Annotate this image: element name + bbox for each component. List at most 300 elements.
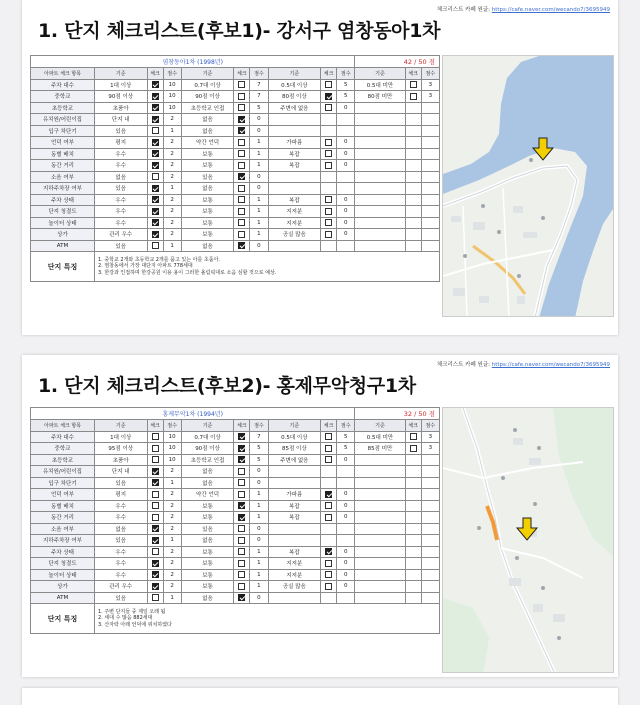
criterion xyxy=(268,183,321,195)
checklist-page-2 xyxy=(22,355,618,677)
points xyxy=(421,558,439,570)
points: 3 xyxy=(421,431,439,443)
criterion: 90점 이상 xyxy=(94,91,147,103)
cafe-note-prefix: 체크리스트 카페 원글: xyxy=(436,362,490,368)
points: 0 xyxy=(337,160,355,172)
feature-notes xyxy=(94,252,439,282)
criterion xyxy=(355,523,405,535)
criterion xyxy=(355,194,405,206)
points: 10 xyxy=(163,431,181,443)
checkbox-empty-icon[interactable] xyxy=(410,445,417,452)
points xyxy=(421,217,439,229)
points xyxy=(421,512,439,524)
checkbox-checked-icon[interactable] xyxy=(152,196,159,203)
checkbox-checked-icon[interactable] xyxy=(152,479,159,486)
points: 0 xyxy=(337,217,355,229)
points: 2 xyxy=(163,569,181,581)
check-item: 단지 청결도 xyxy=(31,558,95,570)
criterion: 우수 xyxy=(94,217,147,229)
points: 5 xyxy=(337,431,355,443)
criterion: 복잡 xyxy=(268,512,321,524)
column-header: 점수 xyxy=(337,420,355,432)
checkbox-empty-icon[interactable] xyxy=(152,456,159,463)
check-cell xyxy=(405,489,421,501)
criterion: 0.5대 미만 xyxy=(355,79,405,91)
checkbox-checked-icon[interactable] xyxy=(152,525,159,532)
points xyxy=(337,477,355,489)
points xyxy=(421,102,439,114)
column-header: 기준 xyxy=(355,68,405,80)
points: 2 xyxy=(163,217,181,229)
column-header: 아파트 체크 항목 xyxy=(31,68,95,80)
cafe-note-link[interactable]: https://cafe.naver.com/wecando7/3695949 xyxy=(491,7,610,13)
points xyxy=(337,171,355,183)
checkbox-empty-icon[interactable] xyxy=(325,231,332,238)
points xyxy=(421,171,439,183)
checkbox-empty-icon[interactable] xyxy=(325,162,332,169)
column-header: 체크 xyxy=(321,420,337,432)
checkbox-empty-icon[interactable] xyxy=(152,242,159,249)
criterion: 관리 우수 xyxy=(94,581,147,593)
checkbox-checked-icon[interactable] xyxy=(238,514,245,521)
checkbox-empty-icon[interactable] xyxy=(325,514,332,521)
checkbox-checked-icon[interactable] xyxy=(238,456,245,463)
checkbox-empty-icon[interactable] xyxy=(238,231,245,238)
checkbox-empty-icon[interactable] xyxy=(238,537,245,544)
table-row xyxy=(31,217,440,229)
checkbox-empty-icon[interactable] xyxy=(152,548,159,555)
check-item: 동별 배치 xyxy=(31,148,95,160)
check-cell xyxy=(234,512,250,524)
points: 1 xyxy=(250,500,268,512)
table-row xyxy=(31,206,440,218)
check-cell xyxy=(234,546,250,558)
location-map[interactable] xyxy=(442,55,614,317)
checkbox-checked-icon[interactable] xyxy=(152,219,159,226)
criterion: 0.5대 미만 xyxy=(355,431,405,443)
criterion: 없음 xyxy=(181,240,234,252)
check-cell xyxy=(405,569,421,581)
checkbox-empty-icon[interactable] xyxy=(238,185,245,192)
points: 2 xyxy=(163,148,181,160)
check-cell xyxy=(234,477,250,489)
checkbox-checked-icon[interactable] xyxy=(325,548,332,555)
criterion: 초등학교 인접 xyxy=(181,454,234,466)
checkbox-checked-icon[interactable] xyxy=(325,93,332,100)
checkbox-checked-icon[interactable] xyxy=(152,139,159,146)
check-cell xyxy=(321,217,337,229)
criterion: 단지 내 xyxy=(94,466,147,478)
check-cell xyxy=(234,148,250,160)
points: 3 xyxy=(421,79,439,91)
checkbox-checked-icon[interactable] xyxy=(238,242,245,249)
points: 5 xyxy=(250,454,268,466)
points: 2 xyxy=(163,194,181,206)
check-cell xyxy=(321,171,337,183)
check-cell xyxy=(147,171,163,183)
cafe-note-prefix: 체크리스트 카페 원글: xyxy=(436,7,490,13)
checkbox-empty-icon[interactable] xyxy=(410,81,417,88)
criterion: 85점 미만 xyxy=(355,443,405,455)
check-item: 동간 거리 xyxy=(31,512,95,524)
criterion: 0.5대 이상 xyxy=(268,431,321,443)
feature-notes xyxy=(94,604,439,634)
checkbox-empty-icon[interactable] xyxy=(152,514,159,521)
check-cell xyxy=(147,137,163,149)
points: 1 xyxy=(250,229,268,241)
checkbox-empty-icon[interactable] xyxy=(238,548,245,555)
checkbox-empty-icon[interactable] xyxy=(325,560,332,567)
criterion: 단지 내 xyxy=(94,114,147,126)
checkbox-checked-icon[interactable] xyxy=(152,150,159,157)
check-cell xyxy=(234,558,250,570)
checkbox-empty-icon[interactable] xyxy=(238,491,245,498)
check-cell xyxy=(405,148,421,160)
check-cell xyxy=(321,229,337,241)
points: 2 xyxy=(163,523,181,535)
check-item: 초등학교 xyxy=(31,102,95,114)
points: 10 xyxy=(163,454,181,466)
check-cell xyxy=(405,431,421,443)
criterion xyxy=(268,477,321,489)
column-header: 체크 xyxy=(234,420,250,432)
criterion: 보통 xyxy=(181,581,234,593)
check-cell xyxy=(147,102,163,114)
criterion: 80점 이상 xyxy=(268,91,321,103)
checkbox-empty-icon[interactable] xyxy=(410,93,417,100)
criterion: 없음 xyxy=(181,535,234,547)
points xyxy=(421,535,439,547)
check-cell xyxy=(147,148,163,160)
checkbox-empty-icon[interactable] xyxy=(238,93,245,100)
checkbox-empty-icon[interactable] xyxy=(238,219,245,226)
checkbox-checked-icon[interactable] xyxy=(152,560,159,567)
checkbox-empty-icon[interactable] xyxy=(238,81,245,88)
table-row xyxy=(31,592,440,604)
checkbox-empty-icon[interactable] xyxy=(325,104,332,111)
points xyxy=(421,523,439,535)
check-cell xyxy=(234,229,250,241)
points: 2 xyxy=(163,500,181,512)
criterion xyxy=(355,148,405,160)
criterion: 1대 이상 xyxy=(94,431,147,443)
criterion xyxy=(355,477,405,489)
cafe-source-note xyxy=(437,360,610,368)
checkbox-empty-icon[interactable] xyxy=(152,127,159,134)
checkbox-empty-icon[interactable] xyxy=(238,208,245,215)
points xyxy=(421,114,439,126)
checkbox-checked-icon[interactable] xyxy=(325,491,332,498)
check-item: 동간 거리 xyxy=(31,160,95,172)
criterion: 우수 xyxy=(94,569,147,581)
criterion xyxy=(355,569,405,581)
points: 2 xyxy=(163,171,181,183)
check-cell xyxy=(234,171,250,183)
column-header: 기준 xyxy=(355,420,405,432)
criterion: 90점 이상 xyxy=(181,443,234,455)
criterion: 우수 xyxy=(94,546,147,558)
check-cell xyxy=(405,194,421,206)
criterion: 없음 xyxy=(181,183,234,195)
check-item: 놀이터 상태 xyxy=(31,569,95,581)
criterion: 보통 xyxy=(181,558,234,570)
table-row xyxy=(31,535,440,547)
check-item: 지하주차장 여부 xyxy=(31,535,95,547)
checkbox-checked-icon[interactable] xyxy=(152,162,159,169)
checkbox-checked-icon[interactable] xyxy=(238,445,245,452)
check-cell xyxy=(234,454,250,466)
checkbox-empty-icon[interactable] xyxy=(325,502,332,509)
feature-label: 단지 특징 xyxy=(31,252,95,282)
points: 1 xyxy=(163,125,181,137)
check-cell xyxy=(234,91,250,103)
points xyxy=(337,535,355,547)
criterion: 있음 xyxy=(94,183,147,195)
points: 5 xyxy=(250,102,268,114)
points: 2 xyxy=(163,160,181,172)
check-cell xyxy=(405,114,421,126)
check-cell xyxy=(321,240,337,252)
checkbox-empty-icon[interactable] xyxy=(152,502,159,509)
check-cell xyxy=(405,500,421,512)
checkbox-empty-icon[interactable] xyxy=(325,139,332,146)
check-cell xyxy=(234,592,250,604)
checkbox-empty-icon[interactable] xyxy=(152,445,159,452)
check-cell xyxy=(147,500,163,512)
points: 2 xyxy=(163,512,181,524)
checkbox-checked-icon[interactable] xyxy=(238,433,245,440)
checkbox-empty-icon[interactable] xyxy=(238,468,245,475)
criterion: 지저분 xyxy=(268,569,321,581)
points xyxy=(421,229,439,241)
check-item: ATM xyxy=(31,592,95,604)
checkbox-checked-icon[interactable] xyxy=(238,127,245,134)
feature-line: 3. 산자락 아래 언덕에 위치하였다 xyxy=(97,621,172,628)
checkbox-checked-icon[interactable] xyxy=(152,208,159,215)
points: 0 xyxy=(250,466,268,478)
check-cell xyxy=(234,523,250,535)
check-cell xyxy=(234,581,250,593)
check-item: 유치원/어린이집 xyxy=(31,466,95,478)
table-row xyxy=(31,454,440,466)
checkbox-empty-icon[interactable] xyxy=(325,456,332,463)
checkbox-empty-icon[interactable] xyxy=(238,104,245,111)
checkbox-empty-icon[interactable] xyxy=(325,208,332,215)
criterion: 있음 xyxy=(94,592,147,604)
points: 2 xyxy=(163,229,181,241)
checkbox-checked-icon[interactable] xyxy=(152,468,159,475)
checkbox-empty-icon[interactable] xyxy=(325,445,332,452)
checkbox-checked-icon[interactable] xyxy=(152,537,159,544)
checkbox-checked-icon[interactable] xyxy=(152,185,159,192)
checkbox-checked-icon[interactable] xyxy=(238,116,245,123)
checkbox-empty-icon[interactable] xyxy=(325,583,332,590)
checkbox-empty-icon[interactable] xyxy=(238,139,245,146)
criterion xyxy=(268,125,321,137)
criterion xyxy=(268,523,321,535)
table-header-row xyxy=(31,420,440,432)
checkbox-checked-icon[interactable] xyxy=(152,571,159,578)
check-cell xyxy=(321,569,337,581)
table-row xyxy=(31,240,440,252)
checkbox-empty-icon[interactable] xyxy=(325,571,332,578)
criterion: 주변에 없음 xyxy=(268,102,321,114)
location-map[interactable] xyxy=(442,407,614,673)
check-cell xyxy=(147,512,163,524)
points xyxy=(421,125,439,137)
points: 2 xyxy=(163,466,181,478)
check-cell xyxy=(321,194,337,206)
points: 0 xyxy=(337,229,355,241)
criterion: 관리 우수 xyxy=(94,229,147,241)
criterion xyxy=(268,592,321,604)
checkbox-empty-icon[interactable] xyxy=(238,479,245,486)
check-cell xyxy=(234,183,250,195)
checkbox-empty-icon[interactable] xyxy=(325,219,332,226)
check-item: 주차 상태 xyxy=(31,546,95,558)
table-row xyxy=(31,79,440,91)
checkbox-checked-icon[interactable] xyxy=(152,583,159,590)
points xyxy=(421,569,439,581)
points: 0 xyxy=(250,183,268,195)
checkbox-checked-icon[interactable] xyxy=(152,116,159,123)
checkbox-checked-icon[interactable] xyxy=(152,104,159,111)
checkbox-empty-icon[interactable] xyxy=(152,491,159,498)
checkbox-checked-icon[interactable] xyxy=(152,93,159,100)
checkbox-empty-icon[interactable] xyxy=(325,81,332,88)
checkbox-empty-icon[interactable] xyxy=(325,196,332,203)
criterion: 복잡 xyxy=(268,194,321,206)
checkbox-empty-icon[interactable] xyxy=(152,594,159,601)
points: 2 xyxy=(163,206,181,218)
checkbox-checked-icon[interactable] xyxy=(238,594,245,601)
points: 7 xyxy=(250,431,268,443)
criterion xyxy=(355,454,405,466)
criterion: 없음 xyxy=(94,523,147,535)
criterion xyxy=(355,466,405,478)
table-row xyxy=(31,229,440,241)
table-header-row xyxy=(31,68,440,80)
criterion: 0.7대 이상 xyxy=(181,431,234,443)
criterion xyxy=(355,102,405,114)
check-cell xyxy=(321,546,337,558)
points xyxy=(421,183,439,195)
column-header: 점수 xyxy=(163,68,181,80)
checkbox-empty-icon[interactable] xyxy=(410,433,417,440)
check-cell xyxy=(147,581,163,593)
points: 0 xyxy=(337,148,355,160)
column-header: 기준 xyxy=(268,68,321,80)
check-cell xyxy=(321,137,337,149)
checkbox-checked-icon[interactable] xyxy=(238,502,245,509)
criterion: 우수 xyxy=(94,148,147,160)
points: 7 xyxy=(250,91,268,103)
points: 0 xyxy=(250,240,268,252)
check-cell xyxy=(147,443,163,455)
points: 0 xyxy=(250,535,268,547)
check-cell xyxy=(147,535,163,547)
checkbox-empty-icon[interactable] xyxy=(238,162,245,169)
total-score: 32 / 50 점 xyxy=(355,408,440,420)
check-item: 유치원/어린이집 xyxy=(31,114,95,126)
check-item: 중학교 xyxy=(31,91,95,103)
checkbox-empty-icon[interactable] xyxy=(325,433,332,440)
checklist-table xyxy=(30,407,440,634)
criterion xyxy=(355,183,405,195)
points: 10 xyxy=(163,102,181,114)
check-cell xyxy=(405,79,421,91)
points: 5 xyxy=(250,443,268,455)
checkbox-checked-icon[interactable] xyxy=(152,231,159,238)
criterion xyxy=(355,500,405,512)
criterion: 95점 이상 xyxy=(94,443,147,455)
checkbox-empty-icon[interactable] xyxy=(152,433,159,440)
points xyxy=(421,546,439,558)
feature-row xyxy=(31,252,440,282)
criterion: 80점 미만 xyxy=(355,91,405,103)
checkbox-empty-icon[interactable] xyxy=(238,150,245,157)
check-item: 주차 대수 xyxy=(31,431,95,443)
column-header: 체크 xyxy=(147,68,163,80)
points: 1 xyxy=(163,183,181,195)
points: 1 xyxy=(163,477,181,489)
criterion: 있음 xyxy=(94,535,147,547)
column-header: 점수 xyxy=(250,420,268,432)
points: 0 xyxy=(337,500,355,512)
feature-line: 2. 염창동에서 가장 대단지 아파트 778세대 xyxy=(97,263,193,270)
check-cell xyxy=(321,477,337,489)
checkbox-checked-icon[interactable] xyxy=(238,173,245,180)
check-cell xyxy=(405,592,421,604)
check-item: 주차 대수 xyxy=(31,79,95,91)
cafe-note-link[interactable]: https://cafe.naver.com/wecando7/3695949 xyxy=(491,362,610,368)
checkbox-empty-icon[interactable] xyxy=(152,173,159,180)
check-cell xyxy=(234,443,250,455)
table-row xyxy=(31,102,440,114)
checkbox-checked-icon[interactable] xyxy=(152,81,159,88)
table-row xyxy=(31,114,440,126)
criterion: 복잡 xyxy=(268,160,321,172)
points: 10 xyxy=(163,443,181,455)
checkbox-empty-icon[interactable] xyxy=(238,583,245,590)
feature-line: 2. 세대 수 많음 882세대 xyxy=(97,615,153,622)
table-row xyxy=(31,91,440,103)
check-cell xyxy=(321,454,337,466)
points: 3 xyxy=(421,91,439,103)
points: 2 xyxy=(163,581,181,593)
checkbox-empty-icon[interactable] xyxy=(238,196,245,203)
checkbox-empty-icon[interactable] xyxy=(238,560,245,567)
feature-line: 1. 중학교 2개와 초등학교 2개를 품고 있는 아를 초품아. xyxy=(97,256,221,263)
criterion xyxy=(355,512,405,524)
checkbox-empty-icon[interactable] xyxy=(325,150,332,157)
column-header: 점수 xyxy=(337,68,355,80)
check-cell xyxy=(147,91,163,103)
check-cell xyxy=(321,558,337,570)
check-cell xyxy=(321,466,337,478)
checkbox-empty-icon[interactable] xyxy=(238,571,245,578)
feature-line: 3. 한강과 인접하며 한강공원 이용 용이 그러한 올림픽대로 소음 심할 것으로 예상. xyxy=(97,269,277,276)
criterion: 있음 xyxy=(94,240,147,252)
check-cell xyxy=(405,443,421,455)
points: 0 xyxy=(337,489,355,501)
check-cell xyxy=(234,194,250,206)
criterion: 있음 xyxy=(181,523,234,535)
checkbox-empty-icon[interactable] xyxy=(238,525,245,532)
criterion: 복잡 xyxy=(268,500,321,512)
check-cell xyxy=(321,512,337,524)
points: 3 xyxy=(421,443,439,455)
